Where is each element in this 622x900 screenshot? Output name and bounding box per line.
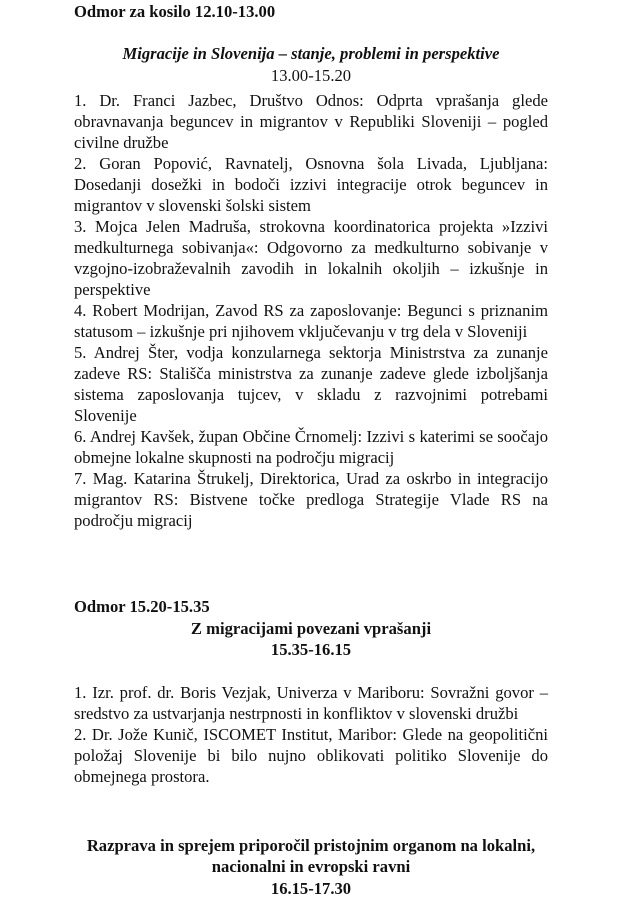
session2-item: 1. Izr. prof. dr. Boris Vezjak, Univerza v Mariboru: Sovražni govor – sredstvo za ustvarjanja nestrpnosti in konfliktov v slovenski družbi xyxy=(74,683,548,723)
final-session-title: Razprava in sprejem priporočil pristojnim organom na lokalni, nacionalni in evropski ravni xyxy=(86,836,536,876)
session2-title: Z migracijami povezani vprašanji xyxy=(190,619,432,638)
session1-item: 1. Dr. Franci Jazbec, Društvo Odnos: Odprta vprašanja glede obravnavanja beguncev in migrantov v Republiki Sloveniji – pogled civilne družbe xyxy=(74,91,548,152)
session1-item: 3. Mojca Jelen Madruša, strokovna koordinatorica projekta »Izzivi medkulturnega sobivanja«: Odgovorno za medkulturno sobivanje v vzgojno-izobraževalnih zavodih in lokalnih okoljih – izkušnje in perspektive xyxy=(74,217,548,299)
session2-list xyxy=(74,682,548,787)
session1-item: 5. Andrej Šter, vodja konzularnega sektorja Ministrstva za zunanje zadeve RS: Stališča ministrstva za zunanje zadeve glede izboljšanja sistema zaposlovanja tujcev, v skladu z razvojnimi potrebami Slovenije xyxy=(74,343,548,425)
afternoon-break-heading: Odmor 15.20-15.35 xyxy=(74,597,210,616)
session1-item: 4. Robert Modrijan, Zavod RS za zaposlovanje: Begunci s priznanim statusom – izkušnje pri njihovem vključevanju v trg dela v Sloveniji xyxy=(74,301,548,341)
lunch-break-heading: Odmor za kosilo 12.10-13.00 xyxy=(74,2,276,21)
session1-item: 6. Andrej Kavšek, župan Občine Črnomelj: Izzivi s katerimi se soočajo obmejne lokalne skupnosti na področju migracij xyxy=(74,427,548,467)
session1-time: 13.00-15.20 xyxy=(270,66,352,85)
session1-list xyxy=(74,90,548,531)
session2-time: 15.35-16.15 xyxy=(270,640,352,659)
session2-item: 2. Dr. Jože Kunič, ISCOMET Institut, Maribor: Glede na geopolitični položaj Slovenije bi bilo nujno oblikovati politiko Slovenije do obmejnega prostora. xyxy=(74,725,548,786)
session1-item: 7. Mag. Katarina Štrukelj, Direktorica, Urad za oskrbo in integracijo migrantov RS: Bistvene točke predloga Strategije Vlade RS na področju migracij xyxy=(74,469,548,530)
session1-item: 2. Goran Popović, Ravnatelj, Osnovna šola Livada, Ljubljana: Dosedanji dosežki in bodoči izzivi integracije otrok beguncev in migrantov v slovenski šolski sistem xyxy=(74,154,548,215)
final-session-time: 16.15-17.30 xyxy=(270,879,352,898)
session1-title: Migracije in Slovenija – stanje, problemi in perspektive xyxy=(122,44,500,63)
